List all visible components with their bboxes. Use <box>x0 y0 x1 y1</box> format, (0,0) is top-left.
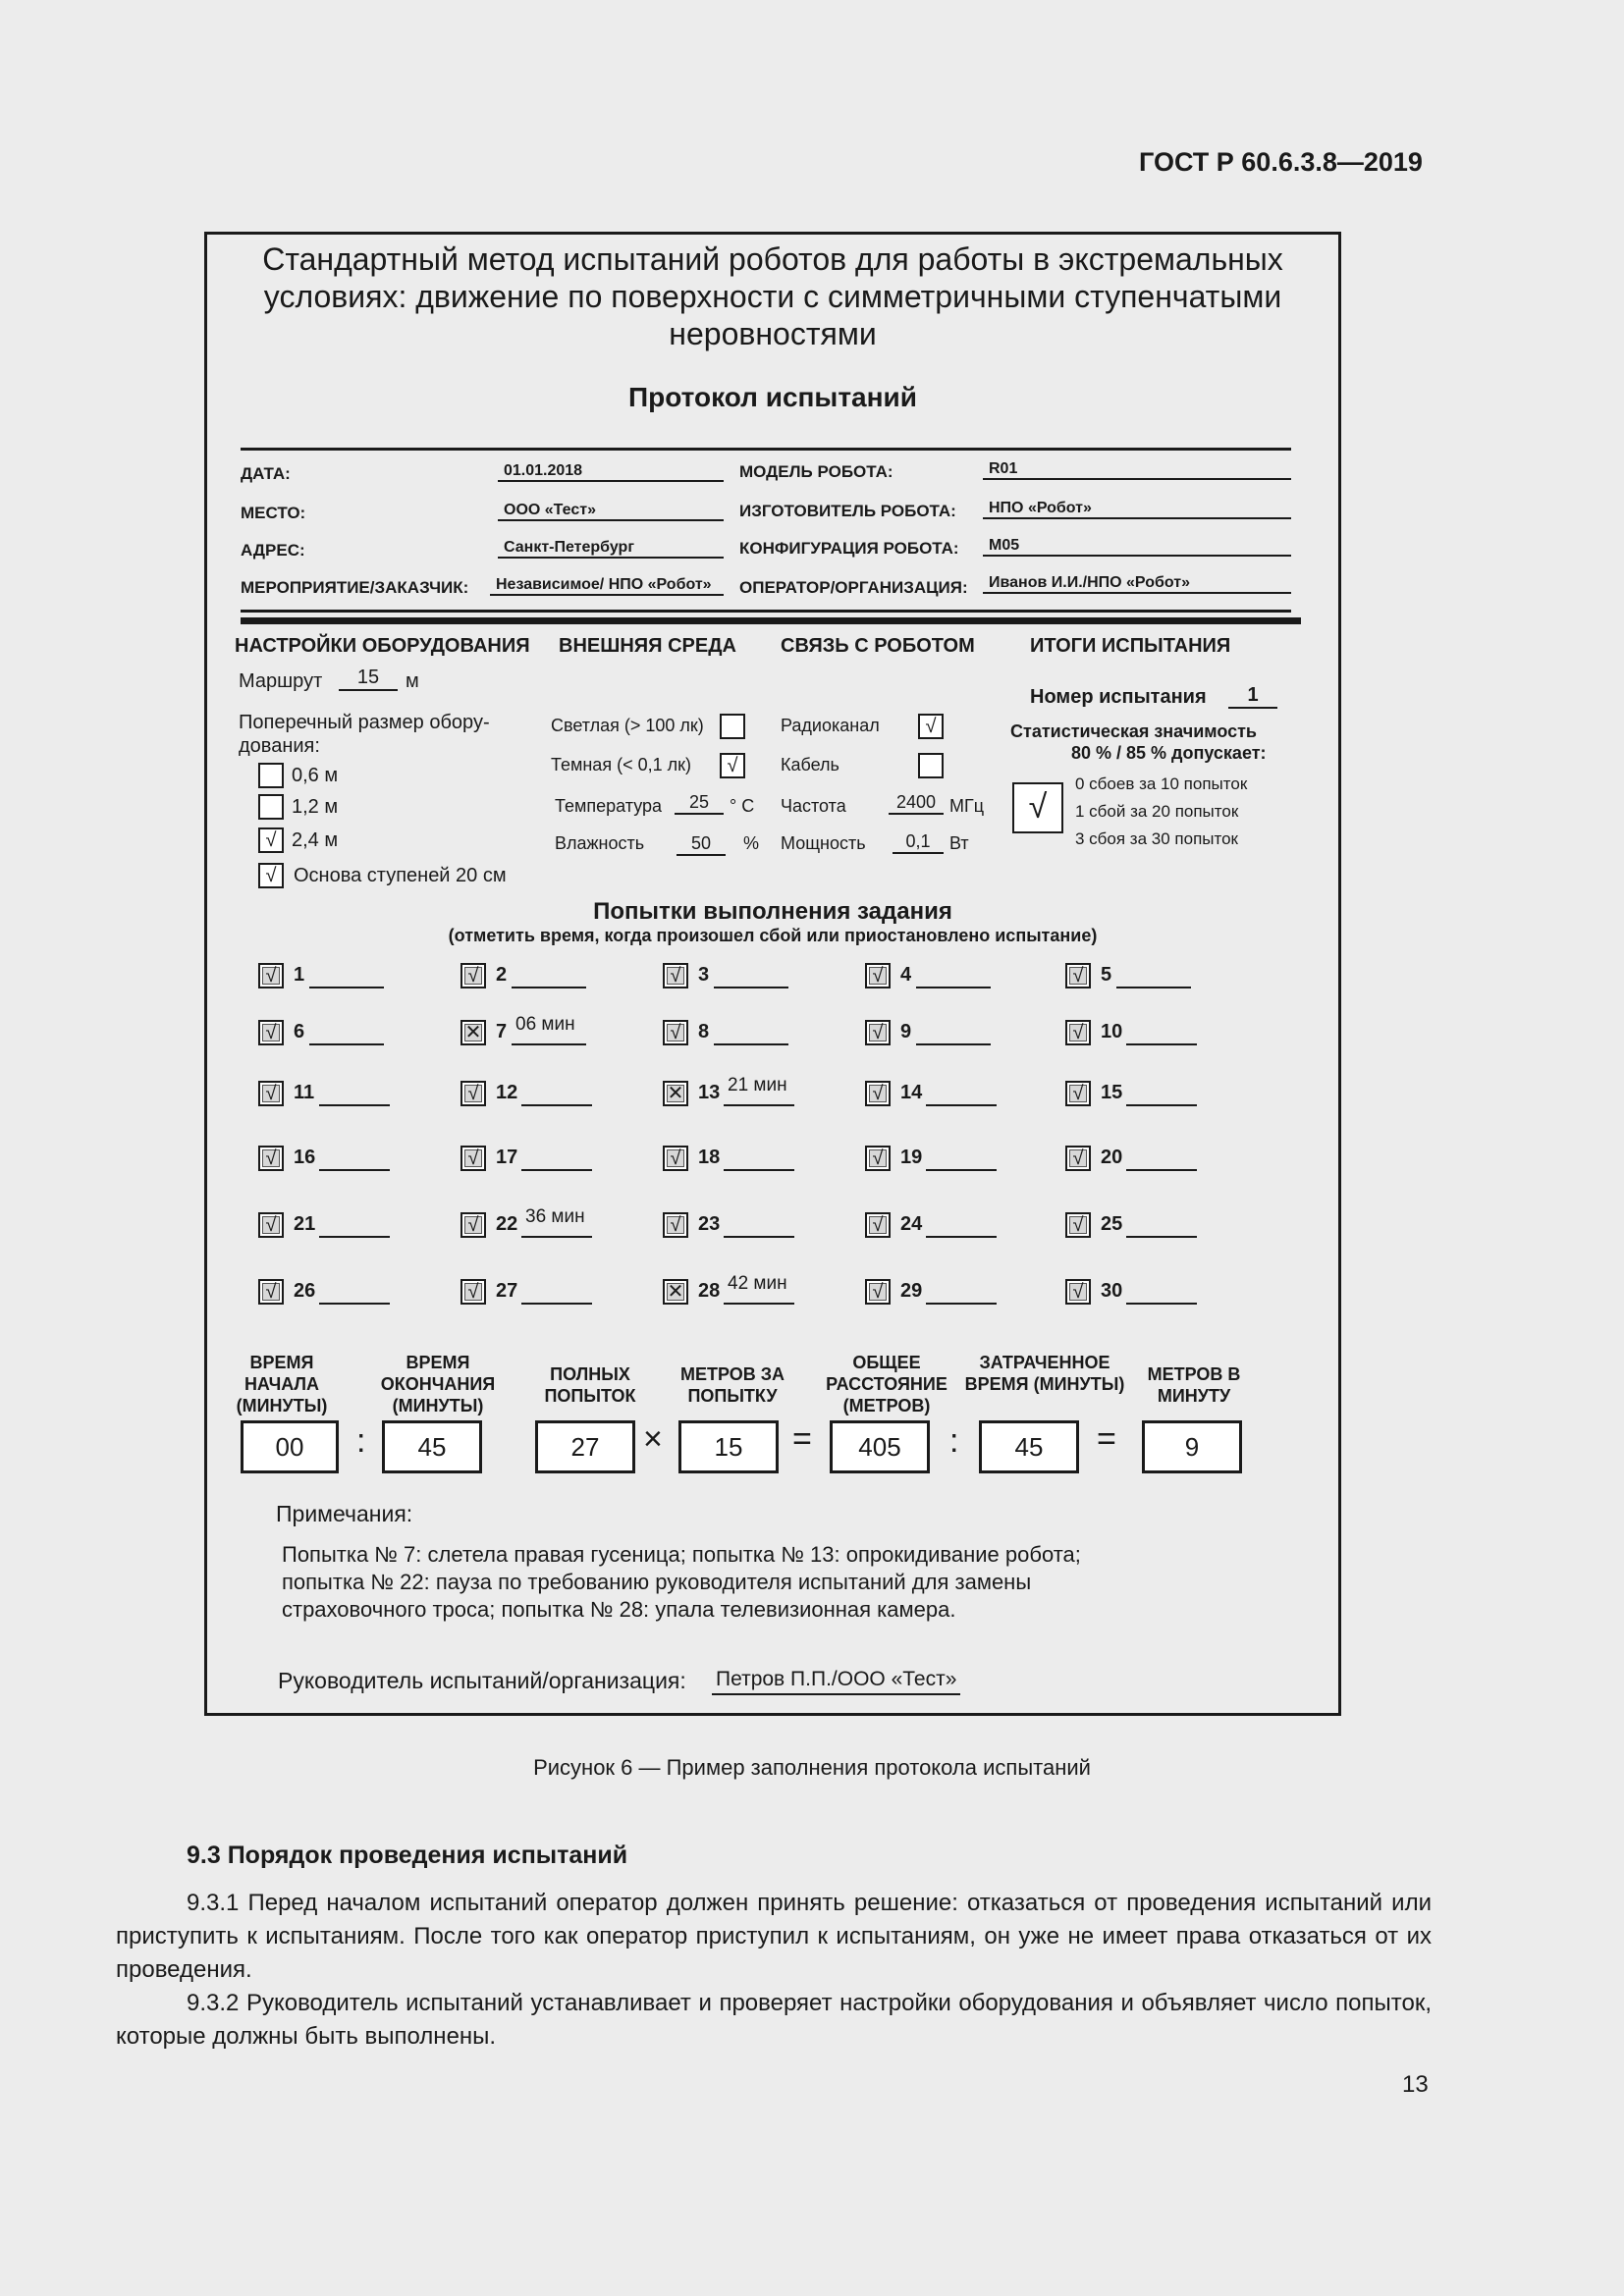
operator-field[interactable]: Иванов И.И./НПО «Робот» <box>983 574 1291 594</box>
attempt-line-24[interactable] <box>926 1236 997 1238</box>
power-field[interactable]: 0,1 <box>893 831 944 854</box>
attempt-line-25[interactable] <box>1126 1236 1197 1238</box>
page-number: 13 <box>1402 2071 1429 2098</box>
attempt-checkbox-13[interactable]: ✕ <box>663 1081 688 1106</box>
attempt-line-9[interactable] <box>916 1043 991 1045</box>
attempt-number-7: 7 <box>496 1021 508 1042</box>
maker-field[interactable]: НПО «Робот» <box>983 500 1291 519</box>
attempt-number-2: 2 <box>496 964 508 986</box>
attempt-checkbox-14[interactable]: √ <box>865 1081 891 1106</box>
radio-label: Радиоканал <box>781 716 880 735</box>
attempt-number-5: 5 <box>1101 964 1112 986</box>
attempt-note-22: 36 мин <box>525 1206 585 1227</box>
paragraph-9-3-2-text: 9.3.2 Руководитель испытаний устанавливает и проверяет настройки оборудования и объявляет число попыток, которые должны быть выполнены. <box>116 1990 1432 2050</box>
attempt-checkbox-16[interactable]: √ <box>258 1146 284 1171</box>
attempt-checkbox-28[interactable]: ✕ <box>663 1279 688 1305</box>
attempt-line-4[interactable] <box>916 987 991 988</box>
attempt-number-15: 15 <box>1101 1082 1123 1103</box>
light-label: Светлая (> 100 лк) <box>551 716 704 735</box>
dark-checkbox[interactable]: √ <box>720 753 745 778</box>
attempt-line-5[interactable] <box>1116 987 1191 988</box>
attempt-line-7[interactable] <box>512 1043 586 1045</box>
size-checkbox-2-4[interactable]: √ <box>258 828 284 853</box>
attempt-line-18[interactable] <box>724 1169 794 1171</box>
attempt-checkbox-3[interactable]: √ <box>663 963 688 988</box>
op-equals-2: = <box>1097 1420 1116 1458</box>
operator-label: ОПЕРАТОР/ОРГАНИЗАЦИЯ: <box>739 578 968 597</box>
attempt-note-13: 21 мин <box>728 1075 787 1095</box>
address-label: АДРЕС: <box>241 541 305 560</box>
attempt-checkbox-23[interactable]: √ <box>663 1212 688 1238</box>
notes-line-3: страховочного троса; попытка № 28: упала телевизионная камера. <box>282 1597 956 1622</box>
test-number-label: Номер испытания <box>1030 686 1207 708</box>
attempt-checkbox-5[interactable]: √ <box>1065 963 1091 988</box>
humidity-label: Влажность <box>555 833 645 853</box>
temp-unit: ° С <box>730 796 755 816</box>
meters-per-attempt-field[interactable]: 15 <box>678 1420 779 1473</box>
attempt-checkbox-18[interactable]: √ <box>663 1146 688 1171</box>
place-field[interactable]: ООО «Тест» <box>498 502 724 521</box>
attempt-checkbox-30[interactable]: √ <box>1065 1279 1091 1305</box>
notes-line-1: Попытка № 7: слетела правая гусеница; попытка № 13: опрокидивание робота; <box>282 1542 1081 1567</box>
attempt-number-10: 10 <box>1101 1021 1123 1042</box>
attempt-line-3[interactable] <box>714 987 788 988</box>
attempt-line-28[interactable] <box>724 1303 794 1305</box>
attempt-line-26[interactable] <box>319 1303 390 1305</box>
attempt-checkbox-7[interactable]: ✕ <box>460 1020 486 1045</box>
attempt-checkbox-12[interactable]: √ <box>460 1081 486 1106</box>
event-field[interactable]: Независимое/ НПО «Робот» <box>490 576 724 596</box>
comm-heading: СВЯЗЬ С РОБОТОМ <box>781 635 975 657</box>
attempt-number-20: 20 <box>1101 1147 1123 1168</box>
model-label: МОДЕЛЬ РОБОТА: <box>739 462 893 481</box>
attempt-number-23: 23 <box>698 1213 721 1235</box>
form-title: Стандартный метод испытаний роботов для работы в экстремальных условиях: движение по поверхности с симметричными ступенчатыми неровностями <box>262 241 1283 351</box>
address-field[interactable]: Санкт-Петербург <box>498 539 724 559</box>
attempt-line-16[interactable] <box>319 1169 390 1171</box>
humidity-unit: % <box>743 833 760 853</box>
attempt-number-26: 26 <box>294 1280 316 1302</box>
supervisor-field[interactable]: Петров П.П./ООО «Тест» <box>712 1668 960 1695</box>
attempt-checkbox-29[interactable]: √ <box>865 1279 891 1305</box>
base-label: Основа ступеней 20 см <box>294 865 507 886</box>
size-label-1-2: 1,2 м <box>292 796 339 818</box>
attempt-checkbox-27[interactable]: √ <box>460 1279 486 1305</box>
attempt-checkbox-1[interactable]: √ <box>258 963 284 988</box>
attempt-checkbox-25[interactable]: √ <box>1065 1212 1091 1238</box>
attempt-note-28: 42 мин <box>728 1273 787 1294</box>
stat-option-2: 1 сбой за 20 попыток <box>1075 802 1239 821</box>
route-field[interactable]: 15 <box>339 667 398 691</box>
attempt-number-22: 22 <box>496 1213 518 1235</box>
test-protocol-form <box>204 232 1341 1716</box>
meters-per-minute-field[interactable]: 9 <box>1142 1420 1242 1473</box>
total-distance-field[interactable]: 405 <box>830 1420 930 1473</box>
cable-label: Кабель <box>781 755 839 774</box>
attempt-line-6[interactable] <box>309 1043 384 1045</box>
attempts-subheading: (отметить время, когда произошел сбой или приостановлено испытание) <box>448 926 1098 945</box>
notes-line-2: попытка № 22: пауза по требованию руководителя испытаний для замены <box>282 1570 1032 1594</box>
model-field[interactable]: R01 <box>983 460 1291 480</box>
size-label-1: Поперечный размер обору- <box>239 712 490 733</box>
attempt-checkbox-4[interactable]: √ <box>865 963 891 988</box>
radio-checkbox[interactable]: √ <box>918 714 944 739</box>
figure-caption: Рисунок 6 — Пример заполнения протокола испытаний <box>533 1755 1091 1780</box>
attempt-number-9: 9 <box>900 1021 912 1042</box>
time-spent-label: ЗАТРАЧЕННОЕ ВРЕМЯ (МИНУТЫ) <box>964 1353 1125 1394</box>
attempts-heading: Попытки выполнения задания <box>593 898 952 925</box>
place-label: МЕСТО: <box>241 504 306 522</box>
attempt-checkbox-11[interactable]: √ <box>258 1081 284 1106</box>
start-time-label: ВРЕМЯ НАЧАЛА (МИНУТЫ) <box>236 1353 328 1415</box>
size-checkbox-1-2[interactable] <box>258 794 284 820</box>
attempt-line-19[interactable] <box>926 1169 997 1171</box>
humidity-field[interactable]: 50 <box>677 833 726 856</box>
attempt-line-21[interactable] <box>319 1236 390 1238</box>
environment-heading: ВНЕШНЯЯ СРЕДА <box>559 635 736 657</box>
attempt-checkbox-17[interactable]: √ <box>460 1146 486 1171</box>
maker-label: ИЗГОТОВИТЕЛЬ РОБОТА: <box>739 502 956 520</box>
attempt-number-27: 27 <box>496 1280 518 1302</box>
attempt-checkbox-10[interactable]: √ <box>1065 1020 1091 1045</box>
attempt-checkbox-22[interactable]: √ <box>460 1212 486 1238</box>
stat-checkbox[interactable]: √ <box>1012 782 1063 833</box>
section-heading: 9.3 Порядок проведения испытаний <box>187 1842 628 1869</box>
full-attempts-label: ПОЛНЫХ ПОПЫТОК <box>544 1364 636 1406</box>
meters-per-minute-label: МЕТРОВ В МИНУТУ <box>1147 1364 1241 1406</box>
config-field[interactable]: M05 <box>983 537 1291 557</box>
stat-label-2: 80 % / 85 % допускает: <box>1071 743 1267 763</box>
attempt-number-21: 21 <box>294 1213 316 1235</box>
attempt-checkbox-2[interactable]: √ <box>460 963 486 988</box>
attempt-line-22[interactable] <box>521 1236 592 1238</box>
route-unit: м <box>406 670 419 692</box>
results-heading: ИТОГИ ИСПЫТАНИЯ <box>1030 635 1231 657</box>
full-attempts-field[interactable]: 27 <box>535 1420 635 1473</box>
paragraph-9-3-2 <box>116 1987 1432 2054</box>
divider-mid-1 <box>241 610 1291 613</box>
attempt-number-12: 12 <box>496 1082 518 1103</box>
power-label: Мощность <box>781 833 866 853</box>
attempt-line-8[interactable] <box>714 1043 788 1045</box>
attempt-line-1[interactable] <box>309 987 384 988</box>
attempt-checkbox-19[interactable]: √ <box>865 1146 891 1171</box>
attempt-number-24: 24 <box>900 1213 923 1235</box>
attempt-number-13: 13 <box>698 1082 721 1103</box>
freq-label: Частота <box>781 796 846 816</box>
temp-label: Температура <box>555 796 663 816</box>
attempt-checkbox-20[interactable]: √ <box>1065 1146 1091 1171</box>
attempt-number-19: 19 <box>900 1147 923 1168</box>
attempt-number-3: 3 <box>698 964 710 986</box>
attempt-checkbox-6[interactable]: √ <box>258 1020 284 1045</box>
start-time-field[interactable]: 00 <box>241 1420 339 1473</box>
meters-per-attempt-label: МЕТРОВ ЗА ПОПЫТКУ <box>679 1364 785 1406</box>
power-unit: Вт <box>949 833 969 853</box>
config-label: КОНФИГУРАЦИЯ РОБОТА: <box>739 539 959 558</box>
attempt-note-7: 06 мин <box>515 1014 575 1035</box>
stat-option-3: 3 сбоя за 30 попыток <box>1075 829 1238 848</box>
attempt-line-12[interactable] <box>521 1104 592 1106</box>
cable-checkbox[interactable] <box>918 753 944 778</box>
route-label: Маршрут <box>239 670 323 692</box>
attempt-number-25: 25 <box>1101 1213 1123 1235</box>
supervisor-label: Руководитель испытаний/организация: <box>278 1668 686 1693</box>
standard-header: ГОСТ Р 60.6.3.8—2019 <box>1139 147 1423 177</box>
paragraph-9-3-1-text: 9.3.1 Перед началом испытаний оператор должен принять решение: отказаться от проведения испытаний или приступить к испытаниям. После того как оператор приступил к испытаниям, он уже не имеет права отказаться от их проведения. <box>116 1890 1432 1983</box>
op-colon-2: : <box>949 1422 959 1460</box>
equipment-heading: НАСТРОЙКИ ОБОРУДОВАНИЯ <box>235 635 530 657</box>
attempt-line-23[interactable] <box>724 1236 794 1238</box>
attempt-line-14[interactable] <box>926 1104 997 1106</box>
event-label: МЕРОПРИЯТИЕ/ЗАКАЗЧИК: <box>241 578 469 597</box>
test-number-field[interactable]: 1 <box>1228 684 1277 709</box>
attempt-number-28: 28 <box>698 1280 721 1302</box>
stat-option-1: 0 сбоев за 10 попыток <box>1075 774 1248 793</box>
attempt-number-8: 8 <box>698 1021 710 1042</box>
attempt-line-20[interactable] <box>1126 1169 1197 1171</box>
op-equals-1: = <box>792 1420 812 1458</box>
base-checkbox[interactable]: √ <box>258 863 284 888</box>
attempt-checkbox-26[interactable]: √ <box>258 1279 284 1305</box>
attempt-number-4: 4 <box>900 964 912 986</box>
paragraph-9-3-1 <box>116 1887 1432 1987</box>
op-times: × <box>643 1420 663 1458</box>
attempt-checkbox-8[interactable]: √ <box>663 1020 688 1045</box>
end-time-label: ВРЕМЯ ОКОНЧАНИЯ (МИНУТЫ) <box>380 1353 496 1415</box>
freq-unit: МГц <box>949 796 985 816</box>
attempt-number-11: 11 <box>294 1082 315 1103</box>
temp-field[interactable]: 25 <box>675 792 724 815</box>
size-label-0-6: 0,6 м <box>292 765 339 786</box>
attempt-line-15[interactable] <box>1126 1104 1197 1106</box>
size-checkbox-0-6[interactable] <box>258 763 284 788</box>
attempt-checkbox-24[interactable]: √ <box>865 1212 891 1238</box>
attempt-checkbox-9[interactable]: √ <box>865 1020 891 1045</box>
attempt-number-17: 17 <box>496 1147 518 1168</box>
dark-label: Темная (< 0,1 лк) <box>551 755 691 774</box>
time-spent-field[interactable]: 45 <box>979 1420 1079 1473</box>
attempt-number-16: 16 <box>294 1147 316 1168</box>
attempt-line-27[interactable] <box>521 1303 592 1305</box>
attempt-line-30[interactable] <box>1126 1303 1197 1305</box>
size-label-2-4: 2,4 м <box>292 829 339 851</box>
attempt-line-11[interactable] <box>319 1104 390 1106</box>
attempt-checkbox-21[interactable]: √ <box>258 1212 284 1238</box>
form-subtitle: Протокол испытаний <box>628 382 917 412</box>
notes-label: Примечания: <box>276 1501 413 1526</box>
attempt-line-29[interactable] <box>926 1303 997 1305</box>
attempt-number-18: 18 <box>698 1147 721 1168</box>
divider-top <box>241 448 1291 451</box>
op-colon-1: : <box>356 1422 366 1460</box>
attempt-number-30: 30 <box>1101 1280 1123 1302</box>
attempt-line-17[interactable] <box>521 1169 592 1171</box>
end-time-field[interactable]: 45 <box>382 1420 482 1473</box>
divider-mid-2 <box>241 617 1301 624</box>
attempt-line-13[interactable] <box>724 1104 794 1106</box>
light-checkbox[interactable] <box>720 714 745 739</box>
attempt-line-10[interactable] <box>1126 1043 1197 1045</box>
total-distance-label: ОБЩЕЕ РАССТОЯНИЕ (МЕТРОВ) <box>826 1353 947 1415</box>
attempt-number-29: 29 <box>900 1280 923 1302</box>
attempt-number-1: 1 <box>294 964 305 986</box>
attempt-line-2[interactable] <box>512 987 586 988</box>
attempt-number-6: 6 <box>294 1021 305 1042</box>
attempt-checkbox-15[interactable]: √ <box>1065 1081 1091 1106</box>
attempt-number-14: 14 <box>900 1082 923 1103</box>
date-field[interactable]: 01.01.2018 <box>498 462 724 482</box>
stat-label-1: Статистическая значимость <box>1010 721 1257 741</box>
size-label-2: дования: <box>239 735 320 757</box>
freq-field[interactable]: 2400 <box>889 792 944 815</box>
date-label: ДАТА: <box>241 464 291 483</box>
